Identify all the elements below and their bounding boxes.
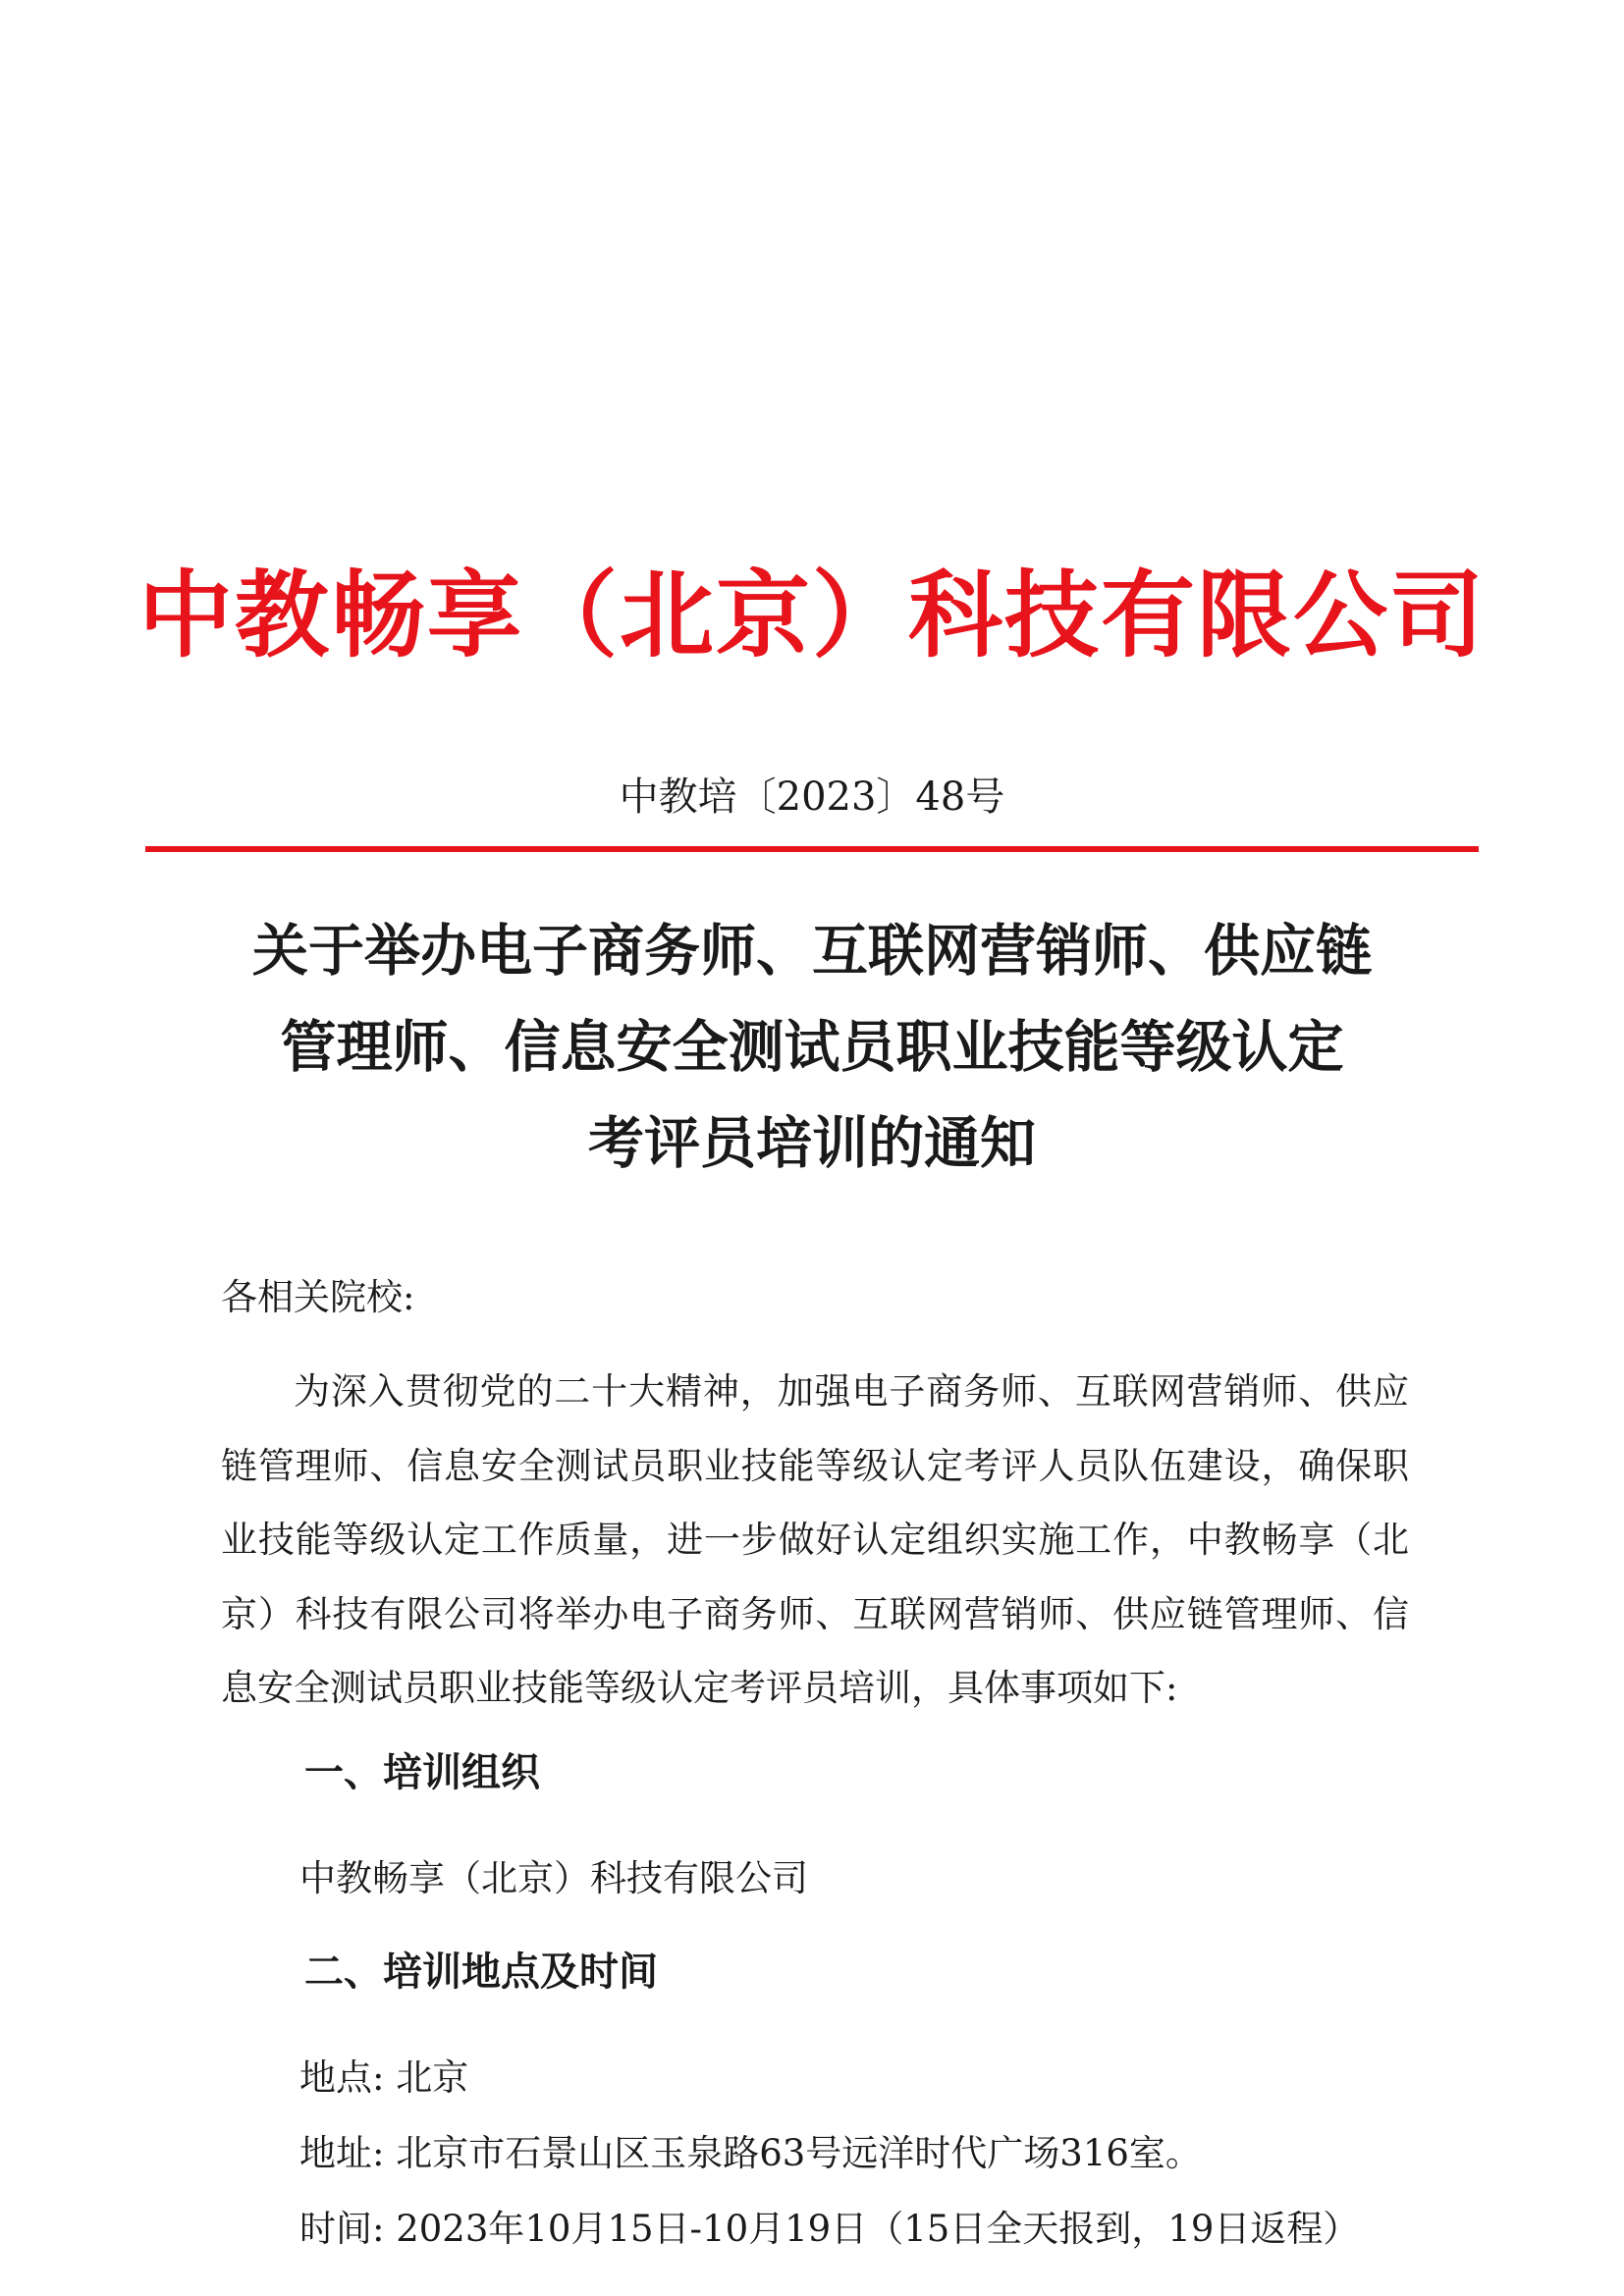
section-heading-organization: 一、培训组织 <box>304 1750 540 1795</box>
training-time: 时间: 2023年10月15日-10月19日（15日全天报到，19日返程） <box>299 2208 1360 2250</box>
intro-paragraph: 为深入贯彻党的二十大精神，加强电子商务师、互联网营销师、供应链管理师、信息安全测试员职业技能等级认定考评人员队伍建设，确保职业技能等级认定工作质量，进一步做好认定组织实施工作，中教畅享（北京）科技有限公司将举办电子商务师、互联网营销师、供应链管理师、信息安全测试员职业技能等级认定考评员培训，具体事项如下: <box>221 1370 1409 1709</box>
document-title <box>196 903 1428 1192</box>
red-divider-line <box>145 846 1479 852</box>
document-number: 中教培〔2023〕48号 <box>619 774 1005 820</box>
section-heading-location-time: 二、培训地点及时间 <box>304 1949 658 1995</box>
training-address: 地址: 北京市石景山区玉泉路63号远洋时代广场316室。 <box>299 2132 1202 2174</box>
title-line-2: 管理师、信息安全测试员职业技能等级认定 <box>280 1015 1344 1080</box>
title-line-1: 关于举办电子商务师、互联网营销师、供应链 <box>252 919 1372 984</box>
organization-header: 中教畅享（北京）科技有限公司 <box>138 561 1486 670</box>
training-organizer: 中教畅享（北京）科技有限公司 <box>299 1857 808 1899</box>
title-line-3: 考评员培训的通知 <box>588 1111 1036 1176</box>
salutation: 各相关院校: <box>221 1276 415 1318</box>
training-place: 地点: 北京 <box>299 2056 469 2099</box>
